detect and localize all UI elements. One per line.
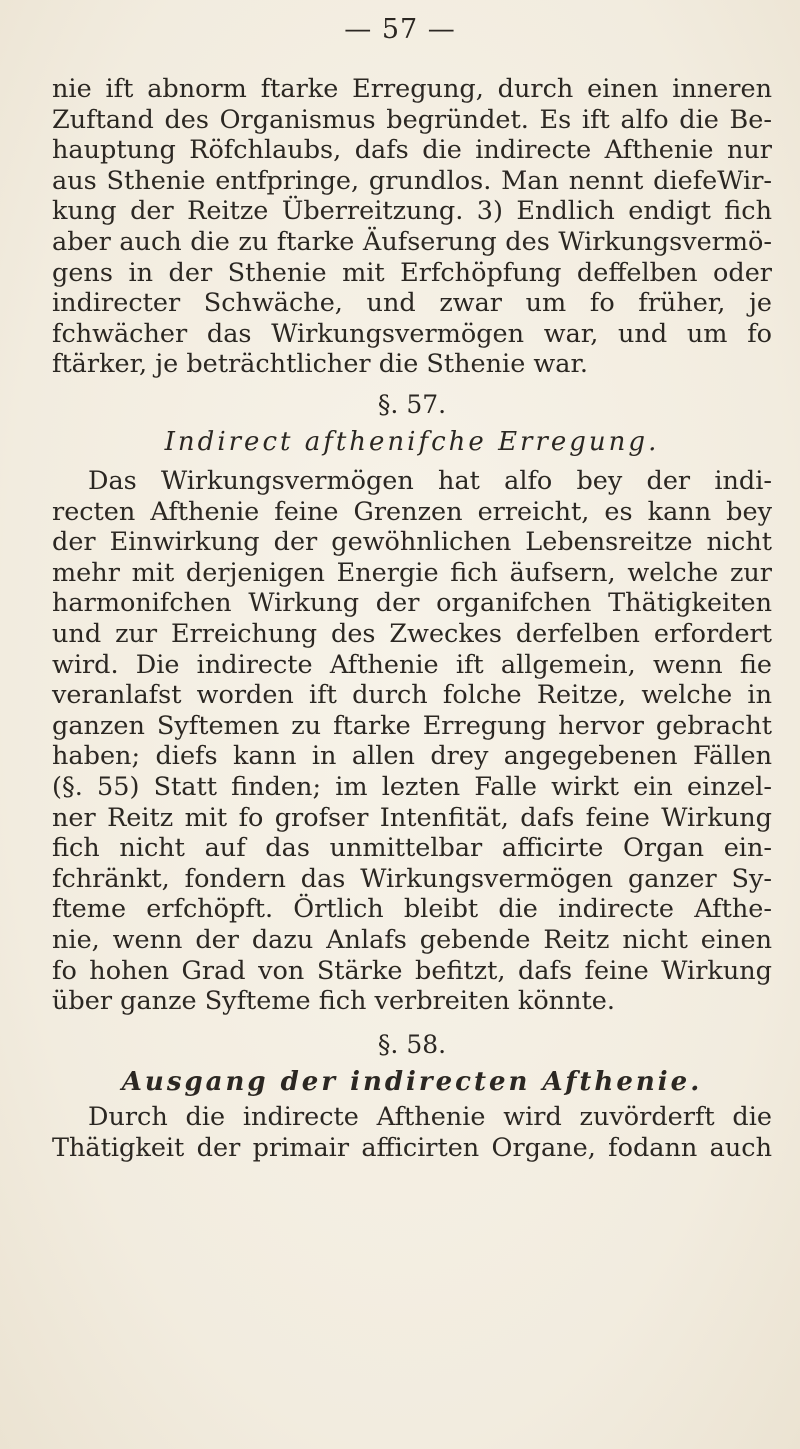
page-number-header: — 57 — <box>344 14 456 45</box>
text-line: hauptung Röfchlaubs, dafs die indirecte Afthenie nur <box>52 135 772 166</box>
text-line: Durch die indirecte Afthenie wird zuvörderft die <box>88 1102 772 1132</box>
text-line: haben; diefs kann in allen drey angegebenen Fällen <box>52 741 772 772</box>
text-line: gens in der Sthenie mit Erfchöpfung deffelben oder <box>52 257 772 288</box>
text-line: mehr mit derjenigen Energie fich äufsern, welche zur <box>52 557 772 588</box>
text-line: über ganze Syfteme fich verbreiten könnte. <box>52 986 615 1017</box>
text-line: fich nicht auf das unmittelbar afficirte Organ ein- <box>52 833 772 864</box>
section-title: Ausgang der indirecten Afthenie. <box>121 1066 703 1097</box>
text-line: harmonifchen Wirkung der organifchen Thätigkeiten <box>52 588 772 619</box>
text-line: fteme erfchöpft. Örtlich bleibt die indirecte Afthe- <box>52 894 772 925</box>
text-line: aus Sthenie entfpringe, grundlos. Man nennt diefeWir- <box>52 165 772 196</box>
text-line: fchränkt, fondern das Wirkungsvermögen ganzer Sy- <box>52 863 772 894</box>
text-line: fo hohen Grad von Stärke befitzt, dafs feine Wirkung <box>52 955 772 986</box>
section-number: §. 58. <box>377 1030 447 1059</box>
section-number: §. 57. <box>377 390 447 419</box>
text-line: nie ift abnorm ftarke Erregung, durch einen inneren <box>52 74 772 104</box>
text-line: nie, wenn der dazu Anlafs gebende Reitz nicht einen <box>52 924 772 955</box>
section-title: Indirect afthenifche Erregung. <box>164 426 660 457</box>
section-57-heading <box>52 390 772 457</box>
text-line: fchwächer das Wirkungsvermögen war, und um fo <box>52 318 772 349</box>
text-line: aber auch die zu ftarke Äufserung des Wirkungsvermö- <box>52 226 772 257</box>
paragraph-section-58 <box>52 1102 772 1163</box>
text-line: wird. Die indirecte Afthenie ift allgemein, wenn fie <box>52 649 772 680</box>
text-line: Thätigkeit der primair afficirten Organe, fodann auch <box>52 1132 772 1163</box>
text-line: ftärker, je beträchtlicher die Sthenie war. <box>52 349 588 380</box>
text-line: der Einwirkung der gewöhnlichen Lebensreitze nicht <box>52 527 772 558</box>
text-line: Das Wirkungsvermögen hat alfo bey der indi- <box>88 466 772 496</box>
text-line: kung der Reitze Überreitzung. 3) Endlich endigt fich <box>52 196 772 227</box>
text-line: Zuftand des Organismus begründet. Es ift alfo die Be- <box>52 104 772 135</box>
paragraph-section-57 <box>52 466 772 1017</box>
text-line: veranlafst worden ift durch folche Reitze, welche in <box>52 680 772 711</box>
text-line: und zur Erreichung des Zweckes derfelben erfordert <box>52 618 772 649</box>
text-line: ganzen Syftemen zu ftarke Erregung hervor gebracht <box>52 710 772 741</box>
text-line: indirecter Schwäche, und zwar um fo früher, je <box>52 288 772 319</box>
text-line: recten Afthenie feine Grenzen erreicht, es kann bey <box>52 496 772 527</box>
text-line: ner Reitz mit fo grofser Intenfität, dafs feine Wirkung <box>52 802 772 833</box>
text-line: (§. 55) Statt finden; im lezten Falle wirkt ein einzel- <box>52 771 772 802</box>
section-58-heading <box>52 1030 772 1097</box>
paragraph-continuation <box>52 74 772 380</box>
